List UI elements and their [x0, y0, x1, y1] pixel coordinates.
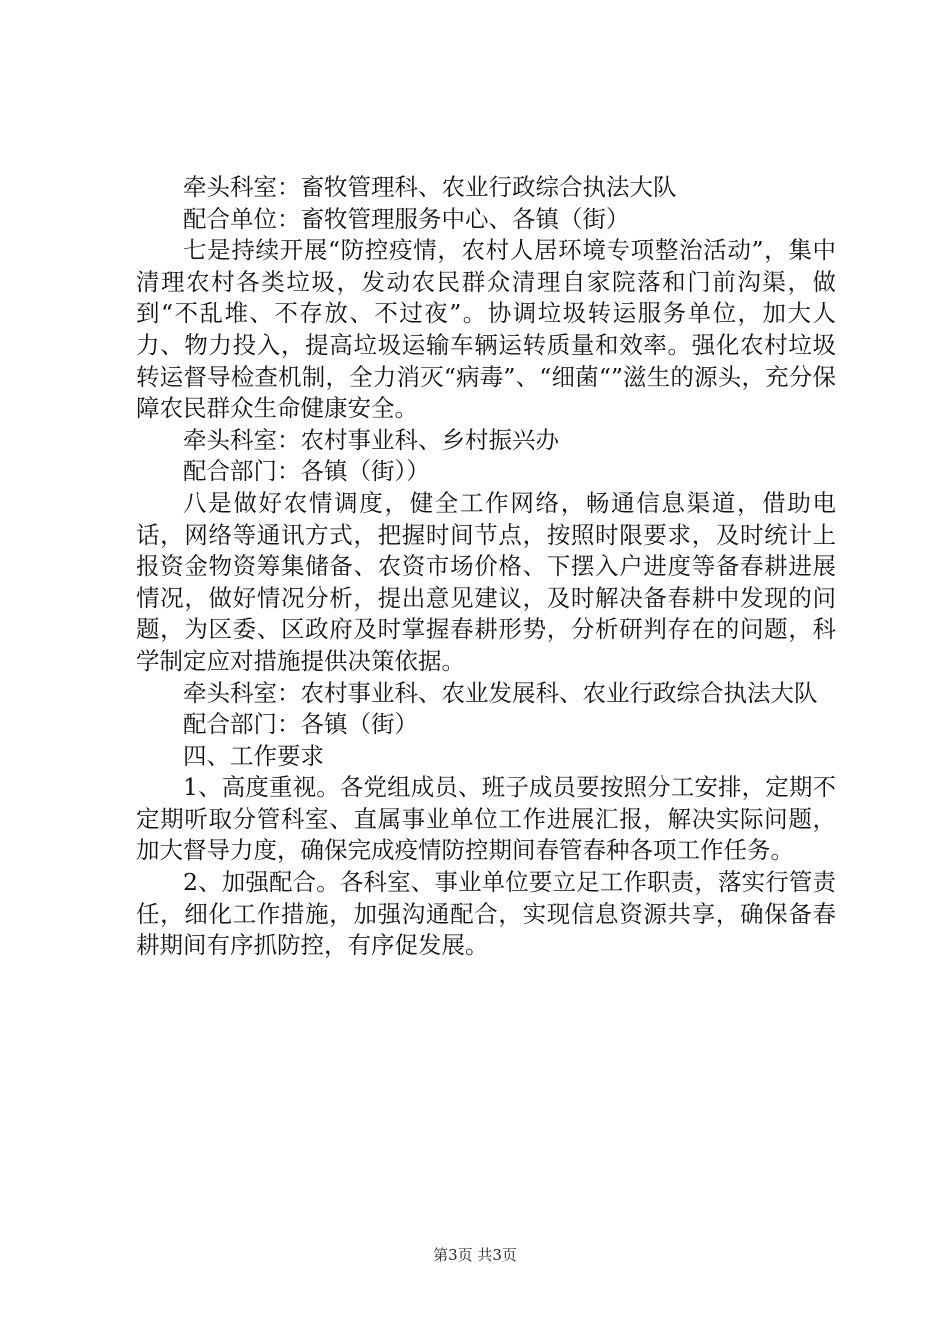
paragraph-coop-dept-3: 配合部门：各镇（街）	[183, 710, 418, 739]
paragraph-item-eight: 八是做好农情调度，健全工作网络，畅通信息渠道，借助电话，网络等通讯方式，把握时间节点，按照时限要求，及时统计上报资金物资筹集储备、农资市场价格、下摆入户进度等备春耕进展情况，做好情况分析，提出意见建议，及时解决备春耕中发现的问题，为区委、区政府及时掌握春耕形势，分析研判存在的问题，科学制定应对措施提供决策依据。	[136, 488, 836, 675]
paragraph-requirement-2: 2、加强配合。各科室、事业单位要立足工作职责，落实行管责任，细化工作措施，加强沟通配合，实现信息资源共享，确保备春耕期间有序抓防控，有序促发展。	[136, 868, 836, 960]
paragraph-item-seven: 七是持续开展“防控疫情，农村人居环境专项整治活动”，集中清理农村各类垃圾，发动农民群众清理自家院落和门前沟渠，做到“不乱堆、不存放、不过夜”。协调垃圾转运服务单位，加大人力、物力投入，提高垃圾运输车辆运转质量和效率。强化农村垃圾转运督导检查机制，全力消灭“病毒”、“细菌“”滋生的源头，充分保障农民群众生命健康安全。	[136, 236, 836, 423]
paragraph-lead-dept-1: 牵头科室：畜牧管理科、农业行政综合执法大队	[183, 173, 677, 201]
paragraph-lead-dept-3: 牵头科室：农村事业科、农业发展科、农业行政综合执法大队	[183, 678, 818, 707]
paragraph-coop-unit-1: 配合单位：畜牧管理服务中心、各镇（街）	[183, 204, 630, 233]
document-body	[136, 172, 836, 962]
paragraph-coop-dept-2: 配合部门：各镇（街））	[183, 457, 430, 486]
page-number-footer: 第3页 共3页	[433, 1246, 517, 1264]
paragraph-requirement-1: 1、高度重视。各党组成员、班子成员要按照分工安排，定期不定期听取分管科室、直属事业单位工作进展汇报，解决实际问题，加大督导力度，确保完成疫情防控期间春管春种各项工作任务。	[136, 773, 836, 865]
paragraph-lead-dept-2: 牵头科室：农村事业科、乡村振兴办	[183, 425, 559, 454]
section-heading-requirements: 四、工作要求	[183, 741, 324, 770]
